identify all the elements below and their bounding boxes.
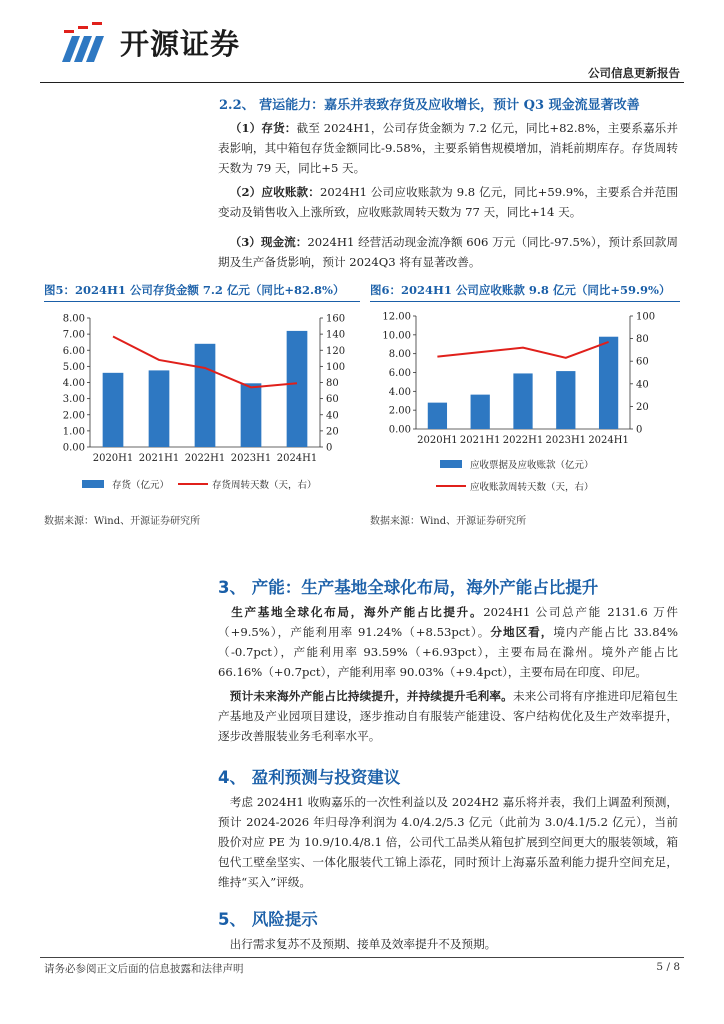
y-tick-label-left: 7.00 xyxy=(62,329,85,341)
legend-bar-swatch xyxy=(440,460,462,468)
fig6-source: 数据来源：Wind、开源证券研究所 xyxy=(370,516,527,527)
x-tick-label: 2024H1 xyxy=(588,435,629,446)
y-tick-label-left: 6.00 xyxy=(388,368,411,379)
y-tick-label-right: 100 xyxy=(636,311,656,323)
report-type: 公司信息更新报告 xyxy=(588,66,680,80)
capacity-region-head: 分地区看， xyxy=(490,625,554,639)
y-tick-label-left: 5.00 xyxy=(62,361,85,373)
fig5-title: 图5：2024H1 公司存货金额 7.2 亿元（同比+82.8%） xyxy=(44,283,345,297)
legend-bar-swatch xyxy=(82,480,104,488)
receivables-body: 2024H1 公司应收账款为 9.8 亿元，同比+59.9%，主要系合并范围变动及销售收入上涨所致，应收账款周转天数为 77 天，同比+14 天。 xyxy=(218,185,678,219)
inventory-body: 截至 2024H1，公司存货金额为 7.2 亿元，同比+82.8%，主要系嘉乐并表影响，其中箱包存货金额同比-9.58%，主要系销售规模增加，消耗前期库存。存货周转天数为 79 天，同比+5 天。 xyxy=(218,121,678,175)
y-tick-label-right: 140 xyxy=(326,329,346,341)
fig6-receivables-chart xyxy=(368,304,684,504)
y-tick-label-right: 60 xyxy=(326,394,339,406)
legend-label: 存货（亿元） xyxy=(112,480,170,491)
risk-body: 出行需求复苏不及预期、接单及效率提升不及预期。 xyxy=(229,937,497,951)
forecast-body: 考虑 2024H1 收购嘉乐的一次性利益以及 2024H2 嘉乐将并表，我们上调盈利预测，预计 2024-2026 年归母净利润为 4.0/4.2/5.3 亿元（此前为 3.0/4.1/5.2 亿元），当前股价对应 PE 为 10.9/10.4/8.1 倍，公司代工品类从箱包扩展到空间更大的服装领域，箱包代工壁垒坚实、一体化服装代工锦上添花，同时预计上海嘉乐盈利能力提升空间充足，维持“买入”评级。 xyxy=(218,795,678,889)
y-tick-label-right: 40 xyxy=(326,410,339,422)
fig5-source: 数据来源：Wind、开源证券研究所 xyxy=(44,516,201,527)
receivables-paragraph xyxy=(218,182,678,222)
y-tick-label-left: 12.00 xyxy=(382,311,411,323)
bar-2021H1 xyxy=(149,370,170,447)
y-tick-label-right: 100 xyxy=(326,361,346,373)
bar-2023H1 xyxy=(241,383,262,447)
y-tick-label-left: 8.00 xyxy=(62,313,85,325)
y-tick-label-left: 10.00 xyxy=(382,330,411,342)
legend-label: 存货周转天数（天，右） xyxy=(212,480,317,491)
cashflow-paragraph xyxy=(218,232,678,272)
y-tick-label-left: 0.00 xyxy=(62,442,85,454)
cashflow-head: （3）现金流： xyxy=(229,235,308,249)
section-5-title: 5、 风险提示 xyxy=(218,910,318,929)
y-tick-label-left: 4.00 xyxy=(388,386,411,398)
y-tick-label-left: 2.00 xyxy=(62,410,85,422)
bar-2023H1 xyxy=(556,371,575,429)
y-tick-label-left: 4.00 xyxy=(62,378,85,389)
fig5-inventory-chart xyxy=(40,304,360,504)
section-4-title: 4、 盈利预测与投资建议 xyxy=(218,768,401,787)
inventory-paragraph xyxy=(218,118,678,178)
x-tick-label: 2023H1 xyxy=(545,435,587,446)
section-3-title: 3、 产能：生产基地全球化布局，海外产能占比提升 xyxy=(218,578,599,597)
risk-paragraph xyxy=(218,934,678,954)
y-tick-label-left: 1.00 xyxy=(62,426,85,438)
y-tick-label-right: 0 xyxy=(326,442,333,454)
x-tick-label: 2024H1 xyxy=(276,453,318,464)
section-2-2-title: 2.2、 营运能力：嘉乐并表致存货及应收增长，预计 Q3 现金流显著改善 xyxy=(219,98,640,113)
overseas-body: 未来公司将有序推进印尼箱包生产基地及产业园项目建设，逐步推动自有服装产能建设、客户结构优化及生产效率提升，逐步改善服装业务毛利率水平。 xyxy=(218,689,678,743)
fig6-title: 图6：2024H1 公司应收账款 9.8 亿元（同比+59.9%） xyxy=(370,283,671,297)
fig5-title-rule xyxy=(44,301,360,302)
y-tick-label-left: 0.00 xyxy=(388,424,411,436)
capacity-paragraph xyxy=(218,602,678,682)
x-tick-label: 2023H1 xyxy=(230,453,272,464)
y-tick-label-right: 20 xyxy=(636,401,649,413)
forecast-paragraph xyxy=(218,792,678,892)
cashflow-body: 2024H1 经营活动现金流净额 606 万元（同比-97.5%），预计系回款周期及生产备货影响，预计 2024Q3 将有显著改善。 xyxy=(218,235,678,269)
capacity-head: 生产基地全球化布局，海外产能占比提升。 xyxy=(229,605,484,619)
header-divider xyxy=(40,82,684,83)
capacity-body-1: 2024H1 公司总产能 2131.6 万件（+9.5%），产能利用率 91.24%（+8.53pct）。 xyxy=(218,605,678,639)
bar-2024H1 xyxy=(599,337,618,429)
y-tick-label-right: 20 xyxy=(326,426,339,438)
y-tick-label-left: 3.00 xyxy=(62,394,85,406)
y-tick-label-right: 80 xyxy=(636,334,649,346)
x-tick-label: 2021H1 xyxy=(138,453,180,464)
page-number: 5 / 8 xyxy=(656,961,680,973)
y-tick-label-right: 120 xyxy=(326,345,346,357)
fig6-title-rule xyxy=(370,301,680,302)
y-tick-label-right: 0 xyxy=(636,424,643,436)
footer-divider xyxy=(40,957,684,958)
legend-label: 应收账款周转天数（天，右） xyxy=(470,482,594,493)
bar-2021H1 xyxy=(471,395,490,429)
overseas-paragraph xyxy=(218,686,678,746)
bar-2024H1 xyxy=(287,331,308,447)
bar-2022H1 xyxy=(513,373,532,429)
x-tick-label: 2021H1 xyxy=(459,435,501,446)
company-logo-text: 开源证券 xyxy=(120,27,241,61)
y-tick-label-left: 6.00 xyxy=(62,345,85,357)
bar-2022H1 xyxy=(195,344,216,447)
y-tick-label-right: 60 xyxy=(636,356,649,368)
receivables-head: （2）应收账款： xyxy=(229,185,321,199)
overseas-head: 预计未来海外产能占比持续提升，并持续提升毛利率。 xyxy=(229,689,513,703)
bar-2020H1 xyxy=(428,403,447,429)
x-tick-label: 2020H1 xyxy=(417,435,458,446)
y-tick-label-right: 160 xyxy=(326,313,346,325)
inventory-head: （1）存货： xyxy=(229,121,297,135)
turnover-days-line xyxy=(437,342,608,358)
footer-disclaimer: 请务必参阅正文后面的信息披露和法律声明 xyxy=(44,963,244,975)
y-tick-label-right: 40 xyxy=(636,379,649,391)
y-tick-label-left: 8.00 xyxy=(388,349,411,361)
x-tick-label: 2022H1 xyxy=(502,435,544,446)
y-tick-label-right: 80 xyxy=(326,378,339,389)
bar-2020H1 xyxy=(103,373,124,447)
capacity-body-2: 境内产能占比 33.84%（-0.7pct），产能利用率 93.59%（+6.93pct），主要布局在滁州。境外产能占比 66.16%（+0.7pct），产能利用率 90.03%（+9.4pct），主要布局在印度、印尼。 xyxy=(218,625,678,679)
x-tick-label: 2020H1 xyxy=(92,453,134,464)
x-tick-label: 2022H1 xyxy=(184,453,226,464)
y-tick-label-left: 2.00 xyxy=(388,405,411,417)
legend-label: 应收票据及应收账款（亿元） xyxy=(470,460,594,471)
